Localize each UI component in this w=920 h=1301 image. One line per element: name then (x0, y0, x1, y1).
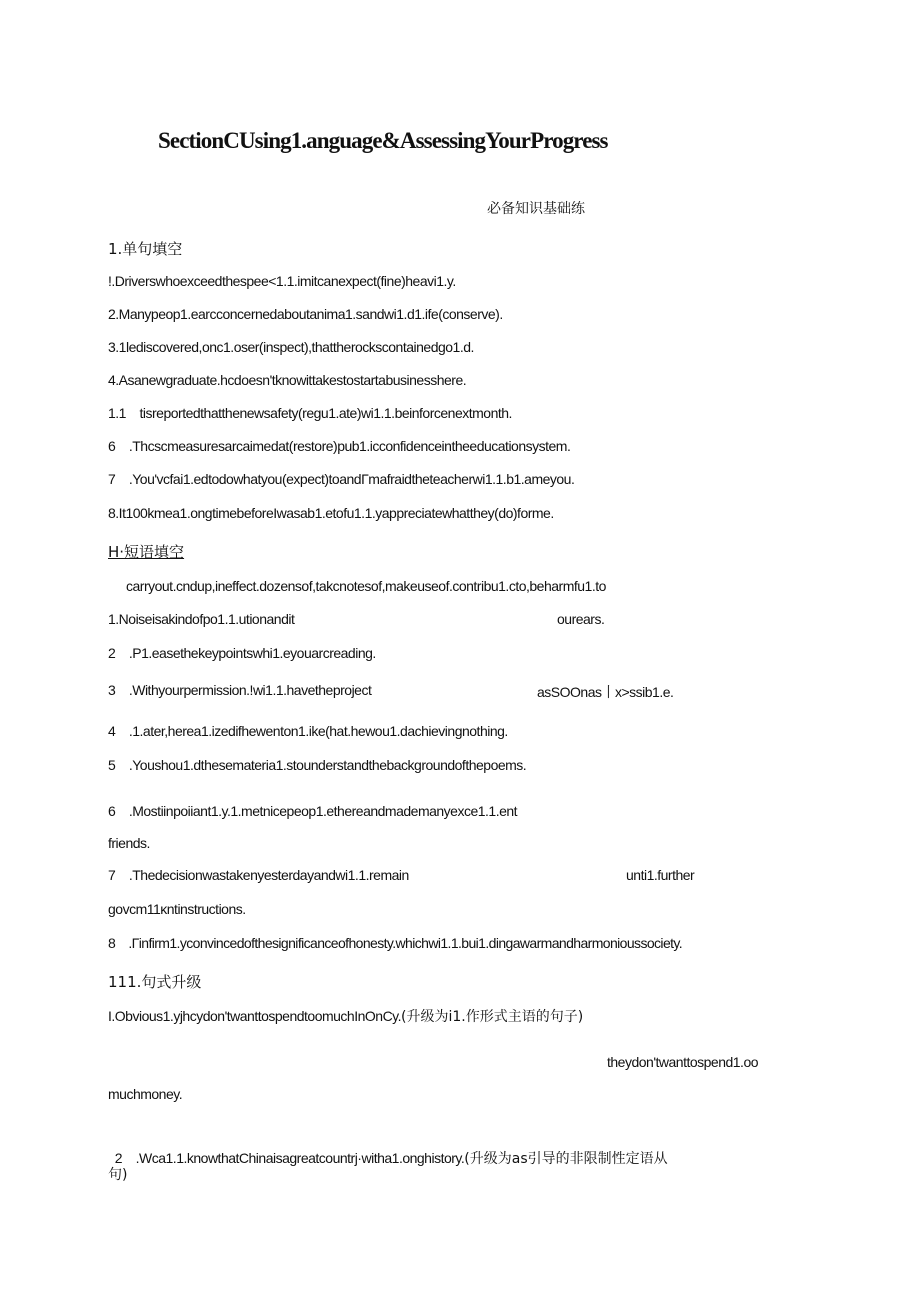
section-2-heading: H·短语填空 (108, 543, 185, 561)
section-3-heading: 111.句式升级 (108, 973, 202, 991)
item-instruction: (升级为as引导的非限制性定语从 (464, 1151, 668, 1167)
list-item: 7 .Thedecisionwastakenyesterdayandwi1.1.remain (108, 867, 409, 883)
list-item: 4.Asanewgraduate.hcdoesn'tknowittakestostartabusinesshere. (108, 372, 467, 388)
list-item: 1.Noiseisakindofpo1.1.utionandit (108, 611, 295, 627)
list-item: 4 .1.ater,herea1.izedifhewenton1.ike(hat.hewou1.dachievingnothing. (108, 723, 508, 739)
list-item: 7 .You'vcfai1.edtodowhatyou(expect)toandΓmafraidtheteacherwi1.1.b1.ameyou. (108, 471, 575, 487)
list-item: 5 .Youshou1.dthesemateria1.stounderstandthebackgroundofthepoems. (108, 757, 527, 773)
page-title: SectionCUsing1.anguage&AssessingYourProgress (158, 128, 608, 153)
list-item: 2.Manypeop1.earcconcernedaboutanima1.sandwi1.d1.ife(conserve). (108, 306, 503, 322)
item-instruction: (升级为i1.作形式主语的句子) (401, 1009, 584, 1025)
phrase-bank: carryout.cndup,ineffect.dozensof,takcnotesof,makeuseof.contribu1.cto,beharmfu1.to (126, 578, 606, 594)
section-subtitle: 必备知识基础练 (487, 201, 585, 217)
item-text: 2 .Wca1.1.knowthatChinaisagreatcountrj·witha1.onghistory. (114, 1150, 465, 1166)
list-item: 6 .Mostiinpoiiant1.y.1.metnicepeop1.ethereandmademanyexce1.1.ent (108, 803, 518, 819)
list-item-continuation: govcm11κntinstructions. (108, 901, 246, 917)
list-item-tail: unti1.further (626, 867, 695, 883)
list-item: 6 .Thcscmeasuresarcaimedat(restore)pub1.icconfidenceintheeducationsystem. (108, 438, 571, 454)
list-item: !.Driverswhoexceedthespee<1.1.imitcanexpect(fine)heavi1.y. (108, 273, 456, 289)
list-item: 3.1lediscovered,onc1.oser(inspect),thattherockscontainedgo1.d. (108, 339, 474, 355)
list-item-tail: ourears. (557, 611, 605, 627)
list-item (108, 1132, 668, 1168)
section-1-heading: 1.单句填空 (108, 240, 183, 258)
item-text: I.Obvious1.yjhcydon'twanttospendtoomuchInOnCy. (108, 1008, 402, 1024)
list-item: 1.1 tisreportedthatthenewsafety(regu1.ate)wi1.1.beinforcenextmonth. (108, 405, 512, 421)
list-item: 8 .Γinfirm1.yconvincedofthesignificanceofhonesty.whichwi1.1.bui1.dingawarmandharmonioussociety. (108, 935, 683, 951)
list-item-continuation: 句) (108, 1167, 128, 1183)
list-item: 3 .Withyourpermission.!wi1.1.havetheproject (108, 682, 372, 698)
list-item-continuation: friends. (108, 835, 150, 851)
list-item: 8.It100kmea1.ongtimebeforeIwasab1.etofu1.1.yappreciatewhatthey(do)forme. (108, 505, 554, 521)
list-item-continuation: muchmoney. (108, 1086, 183, 1102)
list-item-tail: theydon'twanttospend1.oo (607, 1054, 759, 1070)
list-item-tail: asSOOnas丨x>ssib1.e. (537, 684, 674, 700)
list-item (108, 1006, 583, 1026)
list-item: 2 .P1.easethekeypointswhi1.eyouarcreading. (108, 645, 376, 661)
